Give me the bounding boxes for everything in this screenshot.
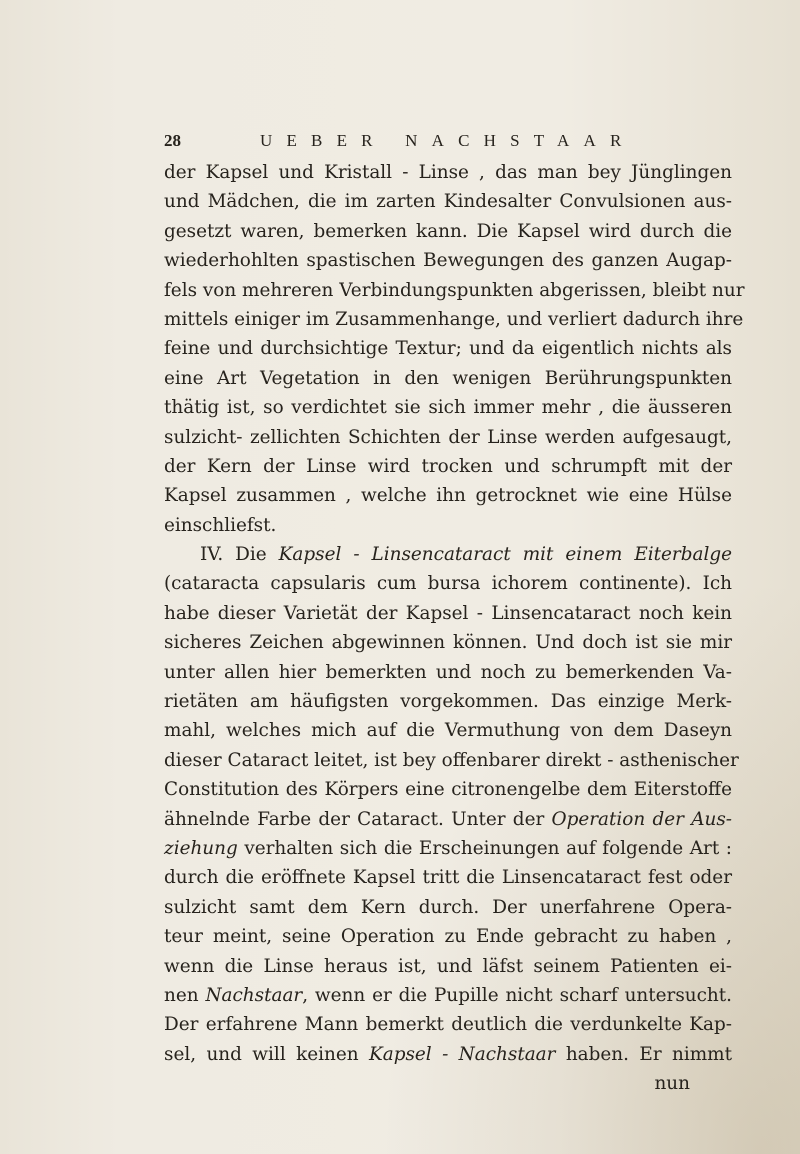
text-line: wiederhohlten spastischen Bewegungen des ganzen Augap- xyxy=(164,250,732,272)
text-line: durch die eröffnete Kapsel tritt die Linsencataract fest oder xyxy=(164,867,732,889)
text-line: nen Nachstaar, wenn er die Pupille nicht scharf untersucht. xyxy=(164,984,733,1006)
text-line: der Kern der Linse wird trocken und schrumpft mit der xyxy=(164,455,732,477)
text-line: sel, und will keinen Kapsel - Nachstaar haben. Er nimmt xyxy=(164,1043,733,1065)
text-line: feine und durchsichtige Textur; und da eigentlich nichts als xyxy=(164,338,732,360)
text-line: teur meint, seine Operation zu Ende gebracht zu haben , xyxy=(164,926,732,948)
text-line: (cataracta capsularis cum bursa ichorem continente). Ich xyxy=(164,573,732,595)
text-line: wenn die Linse heraus ist, und läfst seinem Patienten ei- xyxy=(164,955,732,977)
text-line-section-iv: IV. Die Kapsel - Linsencataract mit einem Eiterbalge xyxy=(200,544,732,566)
text-line: sulzicht samt dem Kern durch. Der unerfahrene Opera- xyxy=(164,896,732,918)
text-line: gesetzt waren, bemerken kann. Die Kapsel wird durch die xyxy=(164,220,732,242)
text-line: sicheres Zeichen abgewinnen können. Und doch ist sie mir xyxy=(164,632,732,654)
text-line: fels von mehreren Verbindungspunkten abgerissen, bleibt nur xyxy=(164,279,745,301)
page-header xyxy=(164,130,724,152)
text-line: habe dieser Varietät der Kapsel - Linsencataract noch kein xyxy=(164,602,732,624)
running-head: UEBER NACHSTAAR xyxy=(260,131,636,150)
text-line: Constitution des Körpers eine citronengelbe dem Eiterstoffe xyxy=(164,779,732,801)
text-line: und Mädchen, die im zarten Kindesalter Convulsionen aus- xyxy=(164,191,732,213)
text-line: der Kapsel und Kristall - Linse , das man bey Jünglingen xyxy=(164,162,732,183)
text-line: rietäten am häufigsten vorgekommen. Das einzige Merk- xyxy=(164,691,732,713)
text-line: dieser Cataract leitet, ist bey offenbarer direkt - asthenischer xyxy=(164,749,739,771)
text-line: unter allen hier bemerkten und noch zu bemerkenden Va- xyxy=(164,661,732,683)
catchword: nun xyxy=(654,1073,690,1095)
text-line: thätig ist, so verdichtet sie sich immer mehr , die äusseren xyxy=(164,397,732,419)
text-line: mittels einiger im Zusammenhange, und verliert dadurch ihre xyxy=(164,308,744,330)
text-line: mahl, welches mich auf die Vermuthung von dem Daseyn xyxy=(164,720,732,742)
text-line: sulzicht- zellichten Schichten der Linse werden aufgesaugt, xyxy=(164,426,732,448)
text-line: ähnelnde Farbe der Cataract. Unter der Operation der Aus- xyxy=(164,808,732,830)
page-number: 28 xyxy=(164,131,181,150)
text-line: Der erfahrene Mann bemerkt deutlich die verdunkelte Kap- xyxy=(164,1014,732,1036)
text-line: Kapsel zusammen , welche ihn getrocknet wie eine Hülse xyxy=(164,485,732,507)
body-text xyxy=(164,158,745,1099)
text-line: einschliefst. xyxy=(164,514,277,536)
text-line: ziehung verhalten sich die Erscheinungen auf folgende Art : xyxy=(164,837,732,859)
text-line: eine Art Vegetation in den wenigen Berührungspunkten xyxy=(164,367,732,389)
